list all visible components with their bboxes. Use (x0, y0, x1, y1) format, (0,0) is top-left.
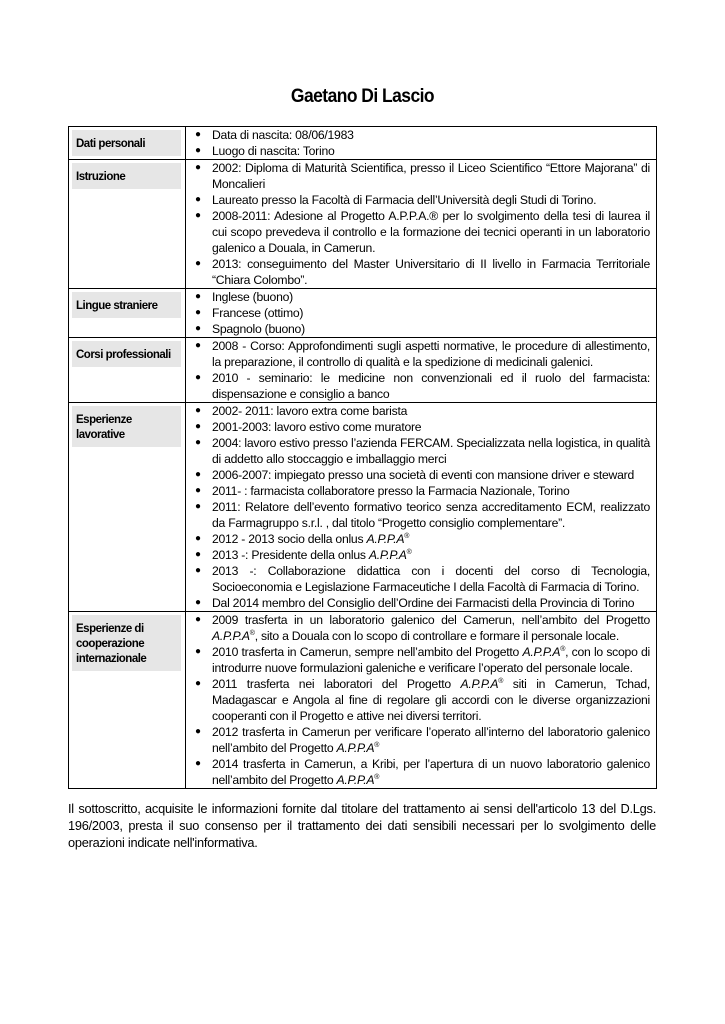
item-text: 2002- 2011: lavoro extra come barista (212, 404, 408, 418)
bullet-icon: ● (195, 678, 201, 689)
item-text: 2011- : farmacista collaboratore presso la Farmacia Nazionale, Torino (212, 484, 570, 498)
page-title: Gaetano Di Lascio (290, 86, 435, 107)
bullet-icon: ● (195, 565, 201, 576)
list-item (186, 756, 650, 788)
cv-section-row (69, 127, 657, 160)
list-item (186, 321, 650, 337)
cv-section-row (69, 612, 657, 789)
item-text: 2011: Relatore dell’evento formativo teorico senza accreditamento ECM, realizzato da Farmagruppo s.r.l. , dal titolo “Progetto consiglio complementare”. (212, 500, 650, 530)
section-label: Lingue straniere (72, 292, 181, 318)
item-text: 2014 trasferta in Camerun, a Kribi, per l’apertura di un nuovo laboratorio galenico nell’ambito del Progetto (212, 757, 650, 787)
bullet-icon: ● (195, 597, 201, 608)
bullet-icon: ● (195, 258, 201, 269)
bullet-icon: ● (195, 501, 201, 512)
bullet-icon: ● (195, 210, 201, 221)
list-item (186, 612, 650, 644)
item-text: 2013: conseguimento del Master Universitario di II livello in Farmacia Territoriale “Chiara Colombo”. (212, 257, 650, 287)
list-item (186, 531, 650, 547)
registered-mark: ® (249, 629, 255, 637)
item-text: 2010 trasferta in Camerun, sempre nell’ambito del Progetto (212, 645, 523, 659)
item-text-continued: , sito a Douala con lo scopo di controllare e formare il personale locale. (254, 629, 619, 643)
cv-section-row (69, 289, 657, 338)
list-item (186, 160, 650, 192)
section-item-list (186, 612, 650, 788)
list-item (186, 289, 650, 305)
section-label: Esperienze di cooperazione internazionale (72, 615, 181, 671)
item-text: Spagnolo (buono) (212, 322, 305, 336)
bullet-icon: ● (195, 340, 201, 351)
list-item (186, 419, 650, 435)
cv-section-row (69, 338, 657, 403)
item-text: Data di nascita: 08/06/1983 (212, 128, 354, 142)
item-text: 2006-2007: impiegato presso una società di eventi con mansione driver e steward (212, 468, 634, 482)
cv-section-row (69, 160, 657, 289)
item-text: 2012 - 2013 socio della onlus (212, 532, 367, 546)
item-text-continued: , con lo scopo di introdurre nuove formulazioni galeniche e verificare l’operato del personale locale. (212, 645, 650, 675)
list-item (186, 143, 650, 159)
registered-mark: ® (374, 773, 380, 781)
bullet-icon: ● (195, 291, 201, 302)
bullet-icon: ● (195, 758, 201, 769)
bullet-icon: ● (195, 421, 201, 432)
list-item (186, 676, 650, 724)
item-text: Inglese (buono) (212, 290, 293, 304)
bullet-icon: ● (195, 549, 201, 560)
project-name: A.P.P.A (366, 532, 405, 546)
item-text: 2008 - Corso: Approfondimenti sugli aspetti normative, le procedure di allestimento, la preparazione, il controllo di qualità e la spedizione di medicinali galenici. (212, 339, 650, 369)
cv-table (68, 126, 657, 789)
section-item-list (186, 289, 650, 337)
list-item (186, 403, 650, 419)
section-item-list (186, 127, 650, 159)
item-text: 2010 - seminario: le medicine non convenzionali ed il ruolo del farmacista: dispensazione e consiglio a banco (212, 371, 650, 401)
list-item (186, 547, 650, 563)
bullet-icon: ● (195, 614, 201, 625)
item-text-continued: siti in Camerun, Tchad, Madagascar e Angola al fine di regolare gli accordi con le diverse organizzazioni cooperanti con il Progetto e attive nei diversi territori. (212, 677, 651, 723)
bullet-icon: ● (195, 646, 201, 657)
bullet-icon: ● (195, 129, 201, 140)
bullet-icon: ● (195, 437, 201, 448)
bullet-icon: ● (195, 307, 201, 318)
registered-mark: ® (498, 677, 504, 685)
item-text: Laureato presso la Facoltà di Farmacia dell’Università degli Studi di Torino. (212, 193, 597, 207)
item-text: 2002: Diploma di Maturità Scientifica, presso il Liceo Scientifico “Ettore Majorana” di Moncalieri (212, 161, 650, 191)
bullet-icon: ● (195, 533, 201, 544)
item-text: 2013 -: Presidente della onlus (212, 548, 369, 562)
list-item (186, 127, 650, 143)
item-text: 2008-2011: Adesione al Progetto A.P.P.A.® per lo svolgimento della tesi di laurea il cui scopo prevedeva il controllo e la formazione dei tecnici operanti in un laboratorio galenico a Douala, in Camerun. (212, 209, 650, 255)
bullet-icon: ● (195, 405, 201, 416)
consent-statement: Il sottoscritto, acquisite le informazioni fornite dal titolare del trattamento ai sensi dell'articolo 13 del D.Lgs. 196/2003, presta il suo consenso per il trattamento dei dati sensibili necessari per lo svolgimento delle operazioni indicate nell'informativa. (68, 801, 656, 850)
list-item (186, 499, 650, 531)
cv-section-row (69, 403, 657, 612)
item-text: 2013 -: Collaborazione didattica con i docenti del corso di Tecnologia, Socioeconomia e Legislazione Farmaceutiche I della Facoltà di Farmacia di Torino. (212, 564, 650, 594)
item-text: Francese (ottimo) (212, 306, 304, 320)
item-text: Luogo di nascita: Torino (212, 144, 335, 158)
list-item (186, 483, 650, 499)
section-label: Corsi professionali (72, 341, 181, 367)
item-text: 2004: lavoro estivo presso l’azienda FERCAM. Specializzata nella logistica, in qualità di addetto allo stoccaggio e imballaggio merci (212, 436, 650, 466)
list-item (186, 208, 650, 256)
bullet-icon: ● (195, 162, 201, 173)
registered-mark: ® (404, 532, 410, 540)
item-text: Dal 2014 membro del Consiglio dell’Ordine dei Farmacisti della Provincia di Torino (212, 596, 635, 610)
section-label: Esperienze lavorative (72, 406, 181, 447)
section-item-list (186, 160, 650, 288)
list-item (186, 370, 650, 402)
section-item-list (186, 338, 650, 402)
section-label: Istruzione (72, 163, 181, 189)
bullet-icon: ● (195, 145, 201, 156)
list-item (186, 192, 650, 208)
item-text: 2011 trasferta nei laboratori del Progetto (212, 677, 461, 691)
list-item (186, 256, 650, 288)
list-item (186, 435, 650, 467)
bullet-icon: ● (195, 469, 201, 480)
bullet-icon: ● (195, 485, 201, 496)
list-item (186, 724, 650, 756)
list-item (186, 338, 650, 370)
item-text: 2012 trasferta in Camerun per verificare l’operato all’interno del laboratorio galenico nell’ambito del Progetto (212, 725, 650, 755)
project-name: A.P.P.A (336, 773, 375, 787)
bullet-icon: ● (195, 372, 201, 383)
project-name: A.P.P.A (336, 741, 375, 755)
project-name: A.P.P.A (212, 629, 250, 643)
project-name: A.P.P.A (368, 548, 407, 562)
list-item (186, 467, 650, 483)
bullet-icon: ● (195, 323, 201, 334)
section-label: Dati personali (72, 130, 181, 156)
registered-mark: ® (560, 645, 566, 653)
registered-mark: ® (374, 741, 380, 749)
bullet-icon: ● (195, 194, 201, 205)
list-item (186, 644, 650, 676)
section-item-list (186, 403, 650, 611)
list-item (186, 305, 650, 321)
registered-mark: ® (406, 548, 412, 556)
project-name: A.P.P.A (460, 677, 499, 691)
item-text: 2001-2003: lavoro estivo come muratore (212, 420, 422, 434)
project-name: A.P.P.A (522, 645, 561, 659)
bullet-icon: ● (195, 726, 201, 737)
list-item (186, 595, 650, 611)
item-text: 2009 trasferta in un laboratorio galenico del Camerun, nell’ambito del Progetto (212, 613, 650, 627)
list-item (186, 563, 650, 595)
